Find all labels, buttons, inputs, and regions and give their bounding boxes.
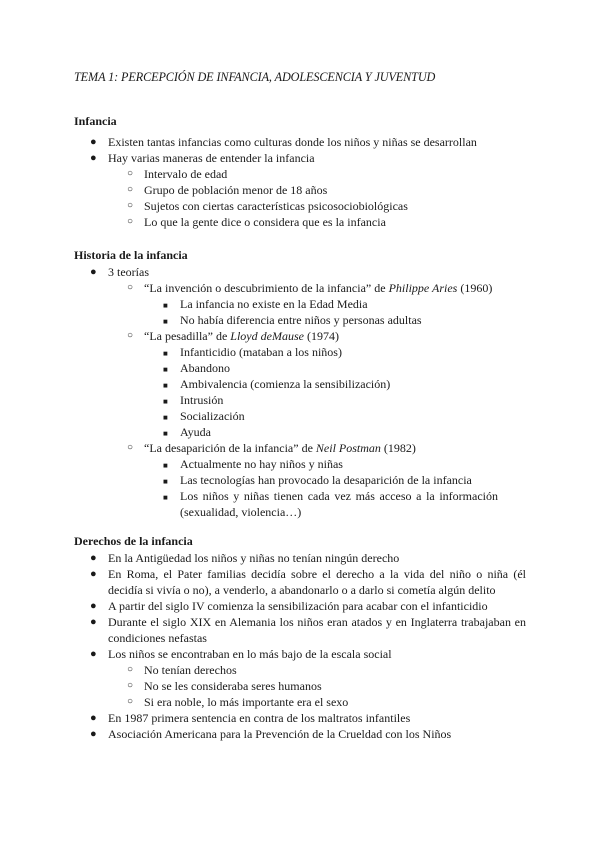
list-item: ○ Sujetos con ciertas características psicosociobiológicas [127,199,408,213]
list-item: ■ Socialización [180,408,245,424]
list-item: ● En la Antigüedad los niños y niñas no tenían ningún derecho [90,551,400,565]
list-item: ■ No había diferencia entre niños y personas adultas [180,312,422,328]
author-name: Lloyd deMause [230,329,304,343]
theory-item-aries: ○ “La invención o descubrimiento de la infancia” de Philippe Aries (1960) [127,281,493,295]
list-item: ■ Abandono [180,360,230,376]
circle-bullet-icon: ○ [127,200,134,211]
section-heading-historia: Historia de la infancia [74,248,188,262]
bullet-icon: ● [90,616,97,628]
bullet-icon: ● [90,266,97,278]
square-bullet-icon: ■ [163,317,168,326]
square-bullet-icon: ■ [163,477,168,486]
list-item: ○ Lo que la gente dice o considera que es la infancia [127,215,386,229]
bullet-icon: ● [90,152,97,164]
list-item: ● Hay varias maneras de entender la infancia [90,151,315,165]
list-item: ■ Ayuda [180,424,211,440]
square-bullet-icon: ■ [163,461,168,470]
circle-bullet-icon: ○ [127,168,134,179]
author-name: Neil Postman [315,441,381,455]
list-item: ● A partir del siglo IV comienza la sensibilización para acabar con el infanticidio [90,599,488,613]
section-heading-derechos: Derechos de la infancia [74,534,193,548]
circle-bullet-icon: ○ [127,216,134,227]
list-item: ■ Las tecnologías han provocado la desaparición de la infancia [180,472,472,488]
bullet-icon: ● [90,136,97,148]
bullet-icon: ● [90,728,97,740]
section-heading-infancia: Infancia [74,114,117,128]
document-title: TEMA 1: PERCEPCIÓN DE INFANCIA, ADOLESCENCIA Y JUVENTUD [74,70,436,84]
list-item: ● Existen tantas infancias como culturas donde los niños y niñas se desarrollan [90,135,477,149]
square-bullet-icon: ■ [163,493,168,502]
square-bullet-icon: ■ [163,397,168,406]
bullet-icon: ● [90,568,97,580]
square-bullet-icon: ■ [163,301,168,310]
list-item: ■ Los niños y niñas tienen cada vez más acceso a la información (sexualidad, violencia…) [163,489,498,519]
list-item: ● Durante el siglo XIX en Alemania los niños eran atados y en Inglaterra trabajaban en condiciones nefastas [90,615,526,645]
list-item: ● En 1987 primera sentencia en contra de los maltratos infantiles [90,711,411,725]
list-item: ● Los niños se encontraban en lo más bajo de la escala social [90,647,392,661]
bullet-icon: ● [90,648,97,660]
circle-bullet-icon: ○ [127,330,134,341]
list-item: ■ La infancia no existe en la Edad Media [180,296,368,312]
author-name: Philippe Aries [388,281,458,295]
list-item: ○ No se les consideraba seres humanos [127,679,322,693]
square-bullet-icon: ■ [163,429,168,438]
list-item: ■ Ambivalencia (comienza la sensibilización) [180,376,390,392]
circle-bullet-icon: ○ [127,664,134,675]
list-item: ○ Si era noble, lo más importante era el sexo [127,695,349,709]
square-bullet-icon: ■ [163,365,168,374]
bullet-icon: ● [90,712,97,724]
circle-bullet-icon: ○ [127,696,134,707]
theory-item-postman: ○ “La desaparición de la infancia” de Neil Postman (1982) [127,441,416,455]
theory-item-demause: ○ “La pesadilla” de Lloyd deMause (1974) [127,329,339,343]
circle-bullet-icon: ○ [127,184,134,195]
circle-bullet-icon: ○ [127,282,134,293]
list-item: ■ Actualmente no hay niños y niñas [180,456,343,472]
circle-bullet-icon: ○ [127,680,134,691]
list-item: ○ Grupo de población menor de 18 años [127,183,328,197]
square-bullet-icon: ■ [163,413,168,422]
square-bullet-icon: ■ [163,381,168,390]
list-item: ○ Intervalo de edad [127,167,228,181]
list-item: ● En Roma, el Pater familias decidía sobre el derecho a la vida del niño o niña (él decidía si vivía o no), a venderlo, a abandonarlo o a darlo si cometía algún delito [90,567,526,597]
list-item: ● 3 teorías [90,265,149,279]
circle-bullet-icon: ○ [127,442,134,453]
list-item: ■ Intrusión [180,392,223,408]
list-item: ■ Infanticidio (mataban a los niños) [180,344,342,360]
bullet-icon: ● [90,552,97,564]
list-item: ● Asociación Americana para la Prevención de la Crueldad con los Niños [90,727,452,741]
square-bullet-icon: ■ [163,349,168,358]
bullet-icon: ● [90,600,97,612]
list-item: ○ No tenían derechos [127,663,237,677]
